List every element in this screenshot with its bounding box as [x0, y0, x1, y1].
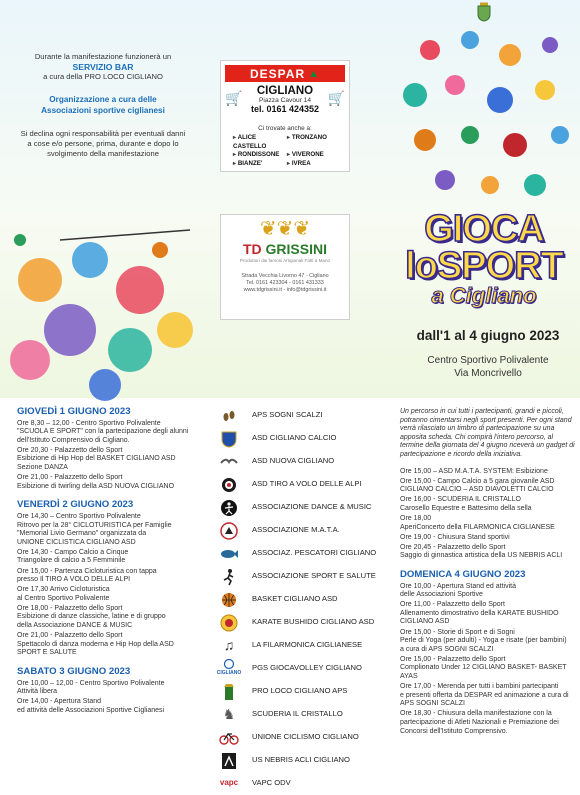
- event-line: Ore 14,00 - Apertura Stand: [17, 698, 102, 706]
- event-line: Ore 15,00 - Campo Calcio a 5 gara giovanile ASD: [400, 477, 555, 485]
- horse-icon: ♞: [222, 706, 236, 723]
- schedule-event: [17, 420, 213, 446]
- title-line-1: GIOCA: [424, 208, 544, 250]
- bird-icon: [218, 453, 240, 471]
- event-line: CIGLIANO CALCIO – ASD DIAVOLETTI CALCIO: [400, 486, 554, 494]
- event-line: AperiConcerto della FILARMONICA CIGLIANESE: [400, 523, 555, 531]
- event-line: Ore 10,00 - Apertura Stand ed attività: [400, 582, 516, 590]
- association-item: [214, 404, 400, 427]
- despar-location: ▸ RONDISSONE: [233, 151, 287, 160]
- shopping-cart-icon: 🛒: [327, 90, 345, 106]
- dancer-icon: [218, 499, 240, 517]
- association-name: ASD NUOVA CIGLIANO: [252, 456, 335, 466]
- bar-intro: Durante la manifestazione funzionerà un: [34, 52, 172, 61]
- association-item: [214, 611, 400, 634]
- associations-list: [214, 404, 400, 795]
- association-name: PGS GIOCAVOLLEY CIGLIANO: [252, 663, 362, 673]
- grissini-tagline: Produttori dai famosi Artigianali Fatti a Mano: [239, 258, 331, 263]
- association-item: [214, 749, 400, 772]
- wheat-icon: ❦❦❦: [259, 218, 311, 240]
- association-name: ASSOCIAZIONE DANCE & MUSIC: [252, 502, 372, 512]
- schedule-event: [400, 683, 576, 709]
- event-line: Ore 20,45 - Palazzetto dello Sport: [400, 543, 506, 551]
- schedule-event: [17, 586, 213, 603]
- disclaimer: Si declina ogni responsabilità per eventuali danni a cose e/o persone, prima, durante e dopo lo svolgimento della manifestazione: [20, 129, 186, 158]
- association-item: [214, 542, 400, 565]
- association-item: [214, 450, 400, 473]
- event-line: Perle di Yoga (per adulti) - Yoga e risate (per bambini): [400, 637, 567, 645]
- schedule-event: [17, 698, 213, 715]
- despar-logo-text: DESPAR: [249, 66, 306, 81]
- event-line: ed attività delle Associazioni Sportive Ciglianesi: [17, 706, 165, 714]
- association-name: ASSOCIAZ. PESCATORI CIGLIANO: [252, 548, 377, 558]
- event-line: "Memorial Livio Germano" organizzata da: [17, 530, 147, 538]
- association-name: ASSOCIAZIONE M.A.T.A.: [252, 525, 340, 535]
- event-line: Ore 20,30 - Palazzetto dello Sport: [17, 446, 123, 454]
- fish-icon: [218, 545, 240, 563]
- schedule-event: [400, 601, 576, 627]
- event-line: Ore 19,00 - Chiusura Stand sportivi: [400, 533, 510, 541]
- association-item: [214, 565, 400, 588]
- event-line: Ore 10,00 – 12,00 - Centro Sportivo Polivalente: [17, 679, 165, 687]
- schedule-left-column: [17, 402, 213, 717]
- event-dates: dall'1 al 4 giugno 2023: [416, 328, 560, 343]
- schedule-event: [17, 447, 213, 473]
- event-line: Allenamento dimostrativo della KARATE BUSHIDO: [400, 609, 559, 617]
- schedule-event: [400, 710, 576, 736]
- event-line: partecipazione di Atleti Nazionali e Premiazione dei: [400, 719, 559, 726]
- event-line: Ore 14,30 – Centro Sportivo Polivalente: [17, 512, 141, 520]
- association-name: US NEBRIS ACLI CIGLIANO: [252, 755, 350, 765]
- event-line: CIGLIANO ASD: [400, 618, 450, 626]
- despar-also-label: Ci trovate anche a:: [258, 125, 312, 132]
- event-line: Spettacolo di danza moderna e Hip Hop della ASD: [17, 640, 174, 648]
- association-item: [214, 634, 400, 657]
- event-line: Esibizione di Hip Hop del BASKET CIGLIANO ASD: [17, 455, 176, 463]
- event-line: Ore 17,30 Arrivo Cicloturistica: [17, 586, 110, 594]
- event-line: dell'Istituto Comprensivo di Cigliano.: [17, 436, 130, 444]
- event-line: Ore 17,00 - Merenda per tutti i bambini partecipanti: [400, 683, 559, 691]
- shield-crest-icon: [218, 430, 240, 448]
- association-name: UNIONE CICLISMO CIGLIANO: [252, 732, 359, 742]
- event-line: Concorsi dell'Istituto Comprensivo.: [400, 727, 508, 735]
- despar-location: ▸ TRONZANO: [287, 134, 341, 151]
- event-line: Ore 15,00 - Palazzetto dello Sport: [400, 655, 506, 663]
- day-title: DOMENICA 4 GIUGNO 2023: [400, 569, 526, 580]
- schedule-event: [400, 656, 576, 682]
- association-name: ASSOCIAZIONE SPORT E SALUTE: [252, 571, 376, 581]
- grissini-phone: Tel. 0161 423304 - 0161 431333: [246, 280, 324, 286]
- schedule-event: [17, 568, 213, 585]
- despar-locations: [221, 132, 349, 168]
- event-line: Ore 14,30 - Campo Calcio a Cinque: [17, 548, 129, 556]
- event-line: della Associazione DANCE & MUSIC: [17, 622, 133, 630]
- event-line: Ritrovo per la 28° CICLOTURISTICA per Famiglie: [17, 521, 172, 529]
- event-line: Sezione DANZA: [17, 464, 68, 472]
- association-name: KARATE BUSHIDO CIGLIANO ASD: [252, 617, 375, 627]
- bar-title: SERVIZIO BAR: [72, 62, 134, 72]
- association-item: [214, 703, 400, 726]
- sports-pictograms-illustration: [390, 20, 580, 210]
- tower-icon: [218, 683, 240, 701]
- schedule-event: [400, 544, 576, 561]
- association-item: [214, 473, 400, 496]
- event-line: SPORT E SALUTE: [17, 649, 77, 657]
- title-line-3: a Cigliano: [431, 283, 537, 308]
- grissini-logo-td: TD: [242, 241, 262, 257]
- association-item: [214, 519, 400, 542]
- pine-icon: ▲: [308, 67, 320, 80]
- athletes-illustration: [0, 220, 200, 400]
- schedule-event: [400, 468, 576, 477]
- event-line: Ore 15,00 - Partenza Cicloturistica con tappa: [17, 567, 157, 575]
- association-name: VAPC ODV: [252, 778, 291, 788]
- schedule-event: [17, 605, 213, 631]
- grissini-sponsor-card: [220, 214, 350, 320]
- schedule-event: [400, 629, 576, 655]
- organization-line-1: Organizzazione a cura delle: [49, 95, 157, 104]
- despar-location: ▸ IVREA: [287, 160, 341, 169]
- event-line: Ore 21,00 - Palazzetto dello Sport: [17, 632, 123, 640]
- grissini-logo-name: GRISSINI: [265, 241, 328, 257]
- schedule-right-column: [400, 402, 576, 738]
- target-icon: [218, 476, 240, 494]
- association-name: ASD CIGLIANO CALCIO: [252, 433, 337, 443]
- association-name: PRO LOCO CIGLIANO APS: [252, 686, 348, 696]
- despar-address: Piazza Cavour 14: [258, 97, 312, 104]
- association-name: LA FILARMONICA CIGLIANESE: [252, 640, 363, 650]
- event-line: delle Associazioni Sportive: [400, 591, 483, 599]
- volleyball-icon: [218, 660, 240, 678]
- basketball-icon: [218, 591, 240, 609]
- venue-line-1: Centro Sportivo Polivalente: [427, 355, 549, 366]
- schedule-event: [17, 474, 213, 491]
- schedule-event: [400, 515, 576, 532]
- event-line: Esibizione di danze classiche, latine e di gruppo: [17, 613, 166, 621]
- event-line: e presenti offerta da DESPAR ed animazione a cura di: [400, 691, 569, 699]
- martial-arts-icon: [218, 522, 240, 540]
- runner-icon: [218, 568, 240, 586]
- association-name: APS SOGNI SCALZI: [252, 410, 323, 420]
- vapc-icon: [218, 775, 240, 793]
- day-title: SABATO 3 GIUGNO 2023: [17, 665, 131, 677]
- schedule-event: [400, 496, 576, 513]
- event-line: Ore 15,00 – ASD M.A.T.A. SYSTEM: Esibizione: [400, 467, 548, 475]
- event-line: al Centro Sportivo Polivalente: [17, 594, 110, 602]
- despar-city: CIGLIANO: [256, 85, 314, 97]
- event-line: Ore 11,00 - Palazzetto dello Sport: [400, 601, 505, 609]
- despar-location: ▸ ALICE CASTELLO: [233, 134, 287, 151]
- gymnast-icon: [218, 752, 240, 770]
- association-item: [214, 588, 400, 611]
- despar-sponsor-card: [220, 60, 350, 172]
- grissini-logo: [221, 241, 349, 257]
- event-line: Ore 16,00 - SCUDERIA IL CRISTALLO: [400, 496, 521, 504]
- grissini-web: www.tdgrissini.it - info@tdgrissini.it: [243, 287, 327, 293]
- despar-phone: tel. 0161 424352: [250, 104, 320, 114]
- venue-line-2: Via Moncrivello: [454, 368, 522, 379]
- event-line: Carosello Equestre e Battesimo della sella: [400, 504, 532, 512]
- title-line-2: loSPORT: [405, 245, 563, 287]
- despar-address-block: [221, 82, 349, 122]
- schedule-event: [17, 513, 213, 547]
- event-line: Ore 15,00 - Storie di Sport e di Sogni: [400, 628, 515, 636]
- event-title: [388, 210, 580, 308]
- course-intro: Un percorso in cui tutti i partecipanti, grandi e piccoli, potranno cimentarsi negli sport presenti. Per ogni stand verrà rilasciato un timbro di partecipazione su una apposita scheda. Chi compirà l'intero percorso, al termine della giornata del 4 giugno riceverà un gadget di partecipazione e ricordo della iniziativa.: [400, 408, 575, 458]
- event-line: Ore 21,00 - Palazzetto dello Sport: [17, 474, 123, 482]
- despar-logo: [225, 65, 345, 82]
- despar-location: ▸ VIVERONE: [287, 151, 341, 160]
- grissini-address: Strada Vecchia Livorno 47 - Cigliano: [241, 273, 329, 279]
- schedule-event: [17, 549, 213, 566]
- footprints-icon: [218, 407, 240, 425]
- association-name: SCUDERIA IL CRISTALLO: [252, 709, 343, 719]
- event-line: Ore 18,00 - Palazzetto dello Sport: [17, 604, 123, 612]
- info-block: [18, 52, 188, 159]
- schedule-event: [17, 680, 213, 697]
- association-item: [214, 496, 400, 519]
- event-line: APS SOGNI SCALZI: [400, 700, 465, 708]
- organization-line-2: Associazioni sportive ciglianesi: [41, 106, 165, 115]
- event-line: a cura di APS SOGNI SCALZI: [400, 645, 494, 653]
- despar-location: ▸ BIANZE': [233, 160, 287, 169]
- association-item: [214, 772, 400, 795]
- event-line: Triangolare di calcio a 5 Femminile: [17, 557, 126, 565]
- event-line: presso Il TIRO A VOLO DELLE ALPI: [17, 576, 131, 584]
- association-name: ASD TIRO A VOLO DELLE ALPI: [252, 479, 362, 489]
- coat-of-arms-icon: [476, 2, 492, 22]
- cigliano-wordmark: CIGLIANO: [216, 670, 242, 677]
- association-item: [214, 726, 400, 749]
- event-line: UNIONE CICLISTICA CIGLIANO ASD: [17, 538, 136, 546]
- bicycle-icon: [218, 729, 240, 747]
- association-item: [214, 657, 400, 680]
- bar-sub: a cura della PRO LOCO CIGLIANO: [43, 72, 163, 81]
- day-title: VENERDÌ 2 GIUGNO 2023: [17, 499, 134, 511]
- schedule-event: [400, 583, 576, 600]
- schedule-event: [400, 534, 576, 543]
- event-line: Saggio di ginnastica artistica della US NEBRIS ACLI: [400, 552, 563, 560]
- event-line: Ore 18,30 - Chiusura della manifestazione con la: [400, 710, 552, 718]
- event-line: Complionato Under 12 CIGLIANO BASKET- BASKET AYAS: [400, 664, 567, 681]
- grissini-contact: [221, 273, 349, 294]
- day-title: GIOVEDÌ 1 GIUGNO 2023: [17, 406, 131, 417]
- association-name: BASKET CIGLIANO ASD: [252, 594, 338, 604]
- event-line: Ore 18,00: [400, 515, 432, 523]
- event-line: Ore 8,30 – 12,00 - Centro Sportivo Polivalente: [17, 419, 161, 427]
- event-venue: [396, 354, 580, 380]
- event-line: Esibizione di twirling della ASD NUOVA CIGLIANO: [17, 482, 175, 490]
- music-icon: ♫: [223, 637, 235, 654]
- schedule-event: [17, 632, 213, 658]
- schedule-event: [400, 478, 576, 495]
- event-line: "SCUOLA E SPORT" con la partecipazione degli alunni: [17, 428, 189, 436]
- shopping-cart-icon: 🛒: [225, 90, 243, 106]
- vapc-wordmark: vapc: [219, 778, 239, 788]
- event-line: Attività libera: [17, 688, 58, 696]
- association-item: [214, 427, 400, 450]
- karate-icon: [218, 614, 240, 632]
- association-item: [214, 680, 400, 703]
